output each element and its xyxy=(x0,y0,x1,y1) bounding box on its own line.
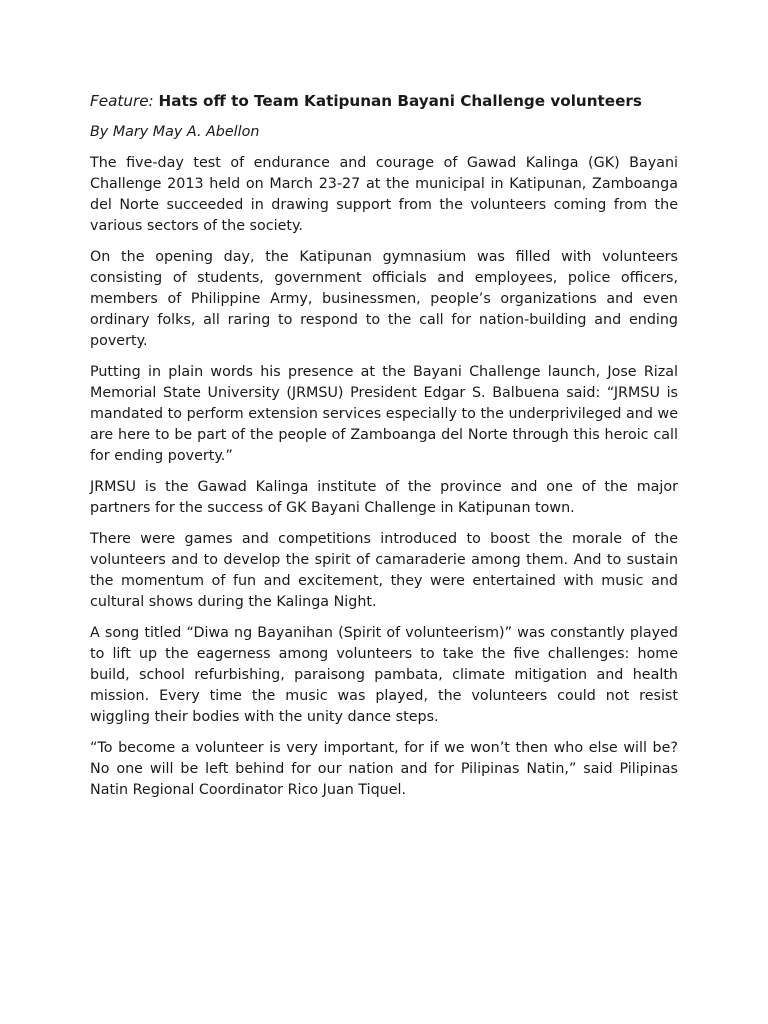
article-title-line xyxy=(90,90,678,112)
paragraph: JRMSU is the Gawad Kalinga institute of the province and one of the major partners for the success of GK Bayani Challenge in Katipunan town. xyxy=(90,479,678,516)
document-page xyxy=(90,90,678,811)
paragraph: “To become a volunteer is very important, for if we won’t then who else will be? No one will be left behind for our nation and for Pilipinas Natin,” said Pilipinas Natin Regional Coordinator Rico Juan Tiquel. xyxy=(90,740,678,798)
paragraph: On the opening day, the Katipunan gymnasium was filled with volunteers consisting of students, government officials and employees, police officers, members of Philippine Army, businessmen, people’s organizations and even ordinary folks, all raring to respond to the call for nation-building and ending poverty. xyxy=(90,249,678,349)
byline: By Mary May A. Abellon xyxy=(90,124,260,140)
article-title: Hats off to Team Katipunan Bayani Challenge volunteers xyxy=(158,92,642,110)
paragraph: The five-day test of endurance and courage of Gawad Kalinga (GK) Bayani Challenge 2013 held on March 23-27 at the municipal in Katipunan, Zamboanga del Norte succeeded in drawing support from the volunteers coming from the various sectors of the society. xyxy=(90,155,678,234)
paragraph: There were games and competitions introduced to boost the morale of the volunteers and to develop the spirit of camaraderie among them. And to sustain the momentum of fun and excitement, they were entertained with music and cultural shows during the Kalinga Night. xyxy=(90,531,678,610)
paragraph: Putting in plain words his presence at the Bayani Challenge launch, Jose Rizal Memorial State University (JRMSU) President Edgar S. Balbuena said: “JRMSU is mandated to perform extension services especially to the underprivileged and we are here to be part of the people of Zamboanga del Norte through this heroic call for ending poverty.” xyxy=(90,364,678,464)
feature-label: Feature: xyxy=(90,92,154,110)
paragraph: A song titled “Diwa ng Bayanihan (Spirit of volunteerism)” was constantly played to lift up the eagerness among volunteers to take the five challenges: home build, school refurbishing, paraisong pambata, climate mitigation and health mission. Every time the music was played, the volunteers could not resist wiggling their bodies with the unity dance steps. xyxy=(90,625,678,725)
